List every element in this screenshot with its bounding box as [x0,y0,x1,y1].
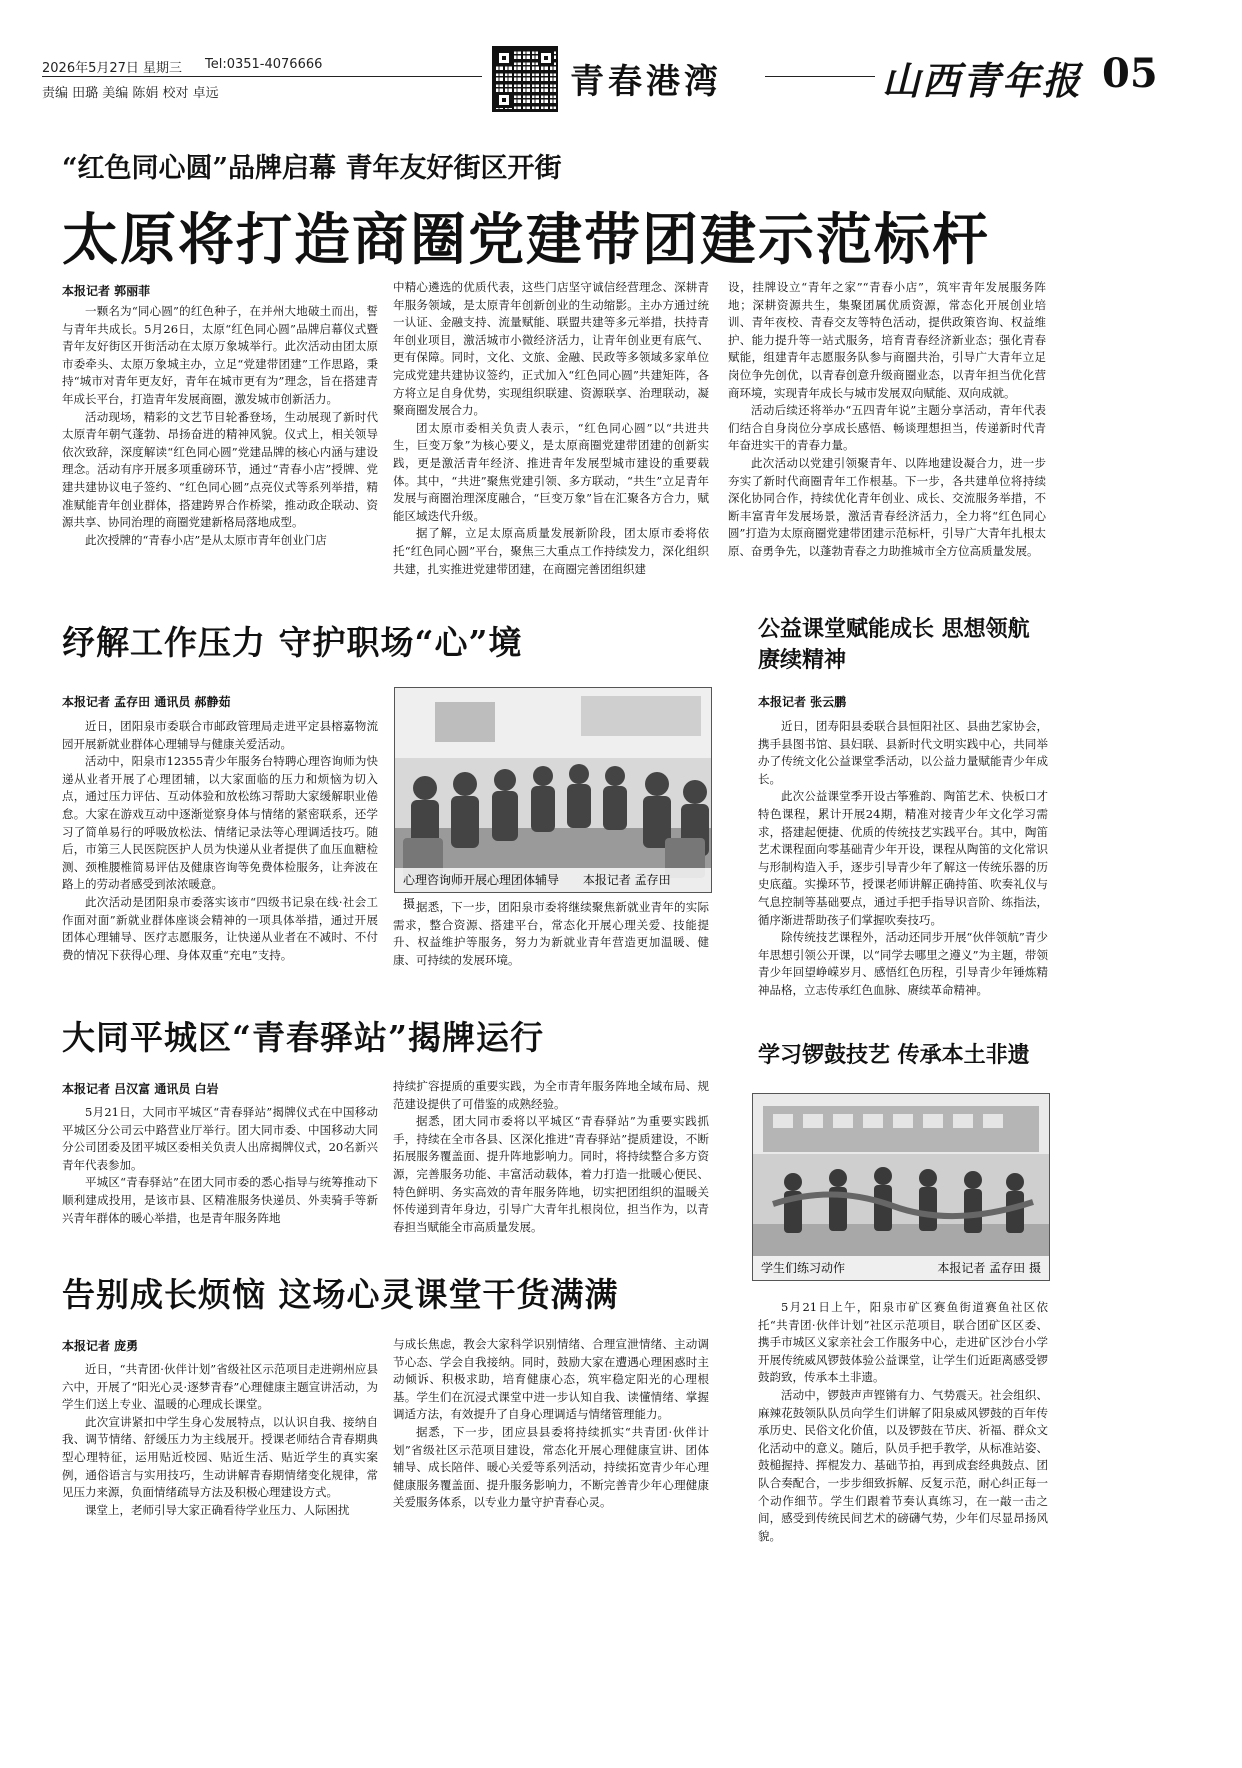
paragraph: 此次宣讲紧扣中学生身心发展特点，以认识自我、接纳自我、调节情绪、舒缓压力为主线展开。授课老师结合青春期典型心理特征，运用贴近校园、贴近生活、贴近学生的真实案例，通俗语言与实用技巧，生动讲解青春期情绪变化规律，常见压力来源，负面情绪疏导方法及积极心理建设方式。 [62,1414,378,1500]
paragraph: 据悉，团大同市委将以平城区“青春驿站”为重要实践抓手，持续在全市各县、区深化推进“青春驿站”提质建设，不断拓展服务覆盖面、提升阵地影响力。同时，将持续整合多方资源，完善服务功能、丰富活动载体，着力打造一批暖心便民、特色鲜明、务实高效的青年服务阵地，切实把团组织的温暖关怀传递到青年身边，引导广大青年扎根岗位，担当作为，以青春担当赋能全市高质量发展。 [393,1114,709,1234]
paragraph: 此次授牌的“青春小店”是从太原市青年创业门店 [85,532,327,547]
paragraph: 据悉，下一步，团应县县委将持续抓实“共青团·伙伴计划”省级社区示范项目建设，常态化开展心理健康宣讲、团体辅导、成长陪伴、暖心关爱等系列活动，持续拓宽青少年心理健康服务覆盖面、提升服务影响力，不断完善青少年心理健康关爱服务体系，以专业力量守护青春心灵。 [393,1424,709,1510]
photo-credit: 本报记者 孟存田 摄 [403,873,671,911]
phone-number: Tel:0351-4076666 [205,57,323,72]
paragraph: 近日，“共青团·伙伴计划”省级社区示范项目走进朔州应县六中，开展了“阳光心灵·逐梦青春”心理健康主题宣讲活动，为学生们送上专业、温暖的心理成长课堂。 [62,1362,378,1412]
paragraph: 一颗名为“同心圆”的红色种子，在并州大地破土而出，誓与青年共成长。5月26日，太原“红色同心圆”品牌启幕仪式暨青年友好街区开街活动在太原万象城举行。此次活动由团太原市委牵头、太原万象城主办，立足“党建带团建”工作思路，秉持“城市对青年更友好，青年在城市更有为”理念，旨在搭建青年成长平台，打造青年发展商圈，激发城市创新活力。 [62,304,378,406]
photo-credit: 本报记者 孟存田 摄 [937,1261,1041,1275]
article2-headline: 纾解工作压力 守护职场“心”境 [62,623,523,662]
caption-text: 心理咨询师开展心理团体辅导 [403,873,560,887]
lead-headline: 太原将打造商圈党建带团建示范标杆 [62,207,990,273]
article4-column-1 [62,1104,378,1227]
paragraph: 除传统技艺课程外，活动还同步开展“伙伴领航”青少年思想引领公开课，以“同学去哪里之遵义”为主题，带领青少年回望峥嵘岁月、感悟红色历程，引导青少年锤炼精神品格，立志传承红色血脉、赓续革命精神。 [758,930,1048,997]
paragraph: 近日，团阳泉市委联合市邮政管理局走进平定县榕嘉物流园开展新就业群体心理辅导与健康关爱活动。 [62,719,378,751]
paragraph: 5月21日，大同市平城区“青春驿站”揭牌仪式在中国移动平城区分公司云中路营业厅举行。团大同市委、中国移动大同分公司团委及团平城区委相关负责人出席揭牌仪式，20名新兴青年代表参加。 [62,1105,378,1172]
paragraph: 活动中，锣鼓声声铿锵有力、气势震天。社会组织、麻辣花鼓领队队员向学生们讲解了阳泉威风锣鼓的百年传承历史、民俗文化价值，以及锣鼓在节庆、祈福、群众文化活动中的意义。随后，队员手把手教学，从标准站姿、鼓槌握持、挥棍发力、基础节拍，再到成套经典鼓点、团队合奏配合，一步步细致拆解、反复示范，耐心纠正每一个动作细节。学生们跟着节奏认真练习，在一敲一击之间，感受到传统民间艺术的磅礴气势，少年们尽显昂扬风貌。 [758,1387,1048,1543]
lead-column-3 [728,279,1046,561]
paragraph: 据了解，立足太原高质量发展新阶段，团太原市委将依托“红色同心圆”平台，聚焦三大重点工作持续发力，深化组织共建，扎实推进党建带团建，在商圈完善团组织建 [393,526,709,576]
article5-headline: 学习锣鼓技艺 传承本土非遗 [758,1042,1030,1068]
counseling-photo-illustration [395,688,711,892]
article3-headline: 公益课堂赋能成长 思想领航赓续精神 [758,616,1030,673]
paragraph: 此次公益课堂季开设古筝雅韵、陶笛艺术、快板口才特色课程，累计开展24期，精准对接青少年文化学习需求，搭建起便捷、优质的传统技艺实践平台。其中，陶笛艺术课程面向零基础青少年开设，课程从陶笛的文化常识与形制构造入手，逐步引导青少年了解这一传统乐器的历史底蕴。实操环节，授课老师讲解正确持笛、吹奏礼仪与气息控制等基础要点，通过手把手指导识音阶、练指法，循序渐进帮助孩子们掌握吹奏技巧。 [758,789,1048,927]
paragraph: 课堂上，老师引导大家正确看待学业压力、人际困扰 [85,1502,350,1517]
paragraph: 近日，团寿阳县委联合县恒阳社区、县曲艺家协会，携手县图书馆、县妇联、县新时代文明实践中心，共同举办了传统文化公益课堂季活动，以公益力量赋能青少年成长。 [758,719,1048,786]
paragraph: 设，挂牌设立“青年之家”“青春小店”，筑牢青年发展服务阵地；深耕资源共生，集聚团属优质资源，常态化开展创业培训、青年夜校、青春交友等特色活动，提供政策咨询、权益维护、能力提升等一站式服务，培育青春经济新业态；强化青春赋能，组建青年志愿服务队参与商圈共治，引导广大青年立足岗位争先创优，以青春创意升级商圈业态，以青年担当优化营商环境，实现青年成长与城市发展双向赋能、双向成就。 [728,280,1046,400]
paragraph: 活动现场，精彩的文艺节目轮番登场，生动展现了新时代太原青年朝气蓬勃、昂扬奋进的精神风貌。仪式上，相关领导依次致辞，深度解读“红色同心圆”党建品牌的核心内涵与建设理念。活动有序开展多项重磅环节，通过“青春小店”授牌、党建共建协议电子签约、“红色同心圆”点亮仪式等系列举措，精准赋能青年创业群体，搭建跨界合作桥梁，推动政企联动、资源共享、协同治理的商圈党建新格局落地成型。 [62,409,378,530]
header-rule-left [42,76,482,77]
paragraph: 平城区“青春驿站”在团大同市委的悉心指导与统筹推动下顺利建成投用，是该市县、区精准服务快递员、外卖骑手等新兴青年群体的暖心举措，也是青年服务阵地 [62,1175,378,1225]
article3-body [758,718,1048,1000]
article6-column-1 [62,1361,378,1519]
issue-date: 2026年5月27日 星期三 [42,61,183,76]
newspaper-masthead: 山西青年报 [882,58,1083,103]
article4-column-2 [393,1078,709,1236]
editor-credits: 责编 田璐 美编 陈娟 校对 卓远 [42,86,219,101]
article2-byline: 本报记者 孟存田 通讯员 郝静茹 [62,695,231,709]
paragraph: 活动中，阳泉市12355青少年服务台特聘心理咨询师为快递从业者开展了心理团辅，以大家面临的压力和烦恼为切入点，通过压力评估、互动体验和放松练习帮助大家缓解职业倦怠。大家在游戏互动中逐渐觉察身体与情绪的紧密联系，还学习了简单易行的呼吸放松法、情绪记录法等心理调适技巧。随后，市第三人民医院医护人员为快递从业者提供了血压血糖检测、颈椎腰椎简易评估及健康咨询等免费体检服务，让奔波在路上的劳动者感受到浓浓暖意。 [62,754,378,892]
paragraph: 中精心遴选的优质代表，这些门店坚守诚信经营理念、深耕青年服务领域，是太原青年创新创业的生动缩影。主办方通过统一认证、金融支持、流量赋能、联盟共建等多元举措，扶持青年创业项目，激活城市小微经济活力，让青年创业更有底气、更有保障。同时，文化、文旅、金融、民政等多领域多家单位完成党建共建协议签约，正式加入“红色同心圆”共建矩阵，各方将立足自身优势，实现组织联建、资源联享、治理联动，凝聚商圈发展合力。 [393,280,709,418]
caption-text: 学生们练习动作 [761,1261,846,1275]
paragraph: 据悉，下一步，团阳泉市委将继续聚焦新就业青年的实际需求，整合资源、搭建平台，常态化开展心理关爱、技能提升、权益维护等服务，努力为新就业青年营造更加温暖、健康、可持续的发展环境。 [393,900,709,967]
paragraph: 此次活动以党建引领聚青年、以阵地建设凝合力，进一步夯实了新时代商圈青年工作根基。下一步，各共建单位将持续深化协同合作，持续优化青年创业、成长、交流服务举措，不断丰富青年发展场景，激活青春经济活力，全力将“红色同心圆”打造为太原商圈党建带团建示范标杆，引导广大青年扎根太原、奋勇争先，以蓬勃青春之力助推城市全方位高质量发展。 [728,455,1046,558]
paragraph: 与成长焦虑，教会大家科学识别情绪、合理宣泄情绪、主动调节心态、学会自我接纳。同时，鼓励大家在遭遇心理困惑时主动倾诉、积极求助，培育健康心态，筑牢稳定阳光的心理根基。学生们在沉浸式课堂中进一步认知自我、读懂情绪、掌握调适方法，有效提升了自身心理调适与情绪管理能力。 [393,1337,709,1422]
drum-practice-illustration [753,1094,1049,1280]
article6-byline: 本报记者 庞勇 [62,1339,139,1353]
photo-caption [753,1256,1049,1280]
article6-column-2 [393,1336,709,1512]
lead-column-2 [393,279,709,578]
lead-column-1 [62,303,378,549]
article5-body [758,1299,1048,1545]
paragraph: 持续扩容提质的重要实践，为全市青年服务阵地全域布局、规范建设提供了可借鉴的成熟经验。 [393,1079,709,1111]
photo-caption [395,868,711,911]
article3-byline: 本报记者 张云鹏 [758,695,847,709]
paragraph: 5月21日上午，阳泉市矿区赛鱼街道赛鱼社区依托“共青团·伙伴计划”社区示范项目，联合团矿区区委、携手市城区义家亲社会工作服务中心，走进矿区沙台小学开展传统威风锣鼓体验公益课堂，让学生们近距离感受锣鼓韵致，传承本土非遗。 [758,1300,1048,1385]
section-title: 青春港湾 [570,62,722,102]
drum-practice-photo [752,1093,1050,1281]
paragraph: 此次活动是团阳泉市委落实该市“四级书记泉在线·社会工作面对面”新就业群体座谈会精神的一项具体举措，通过开展团体心理辅导、医疗志愿服务，让快递从业者在不减时、不付费的情况下获得心理、身体双重“充电”支持。 [62,894,378,962]
paragraph: 活动后续还将举办“五四青年说”主题分享活动，青年代表们结合自身岗位分享成长感悟、畅谈理想担当，传递新时代青年奋进实干的青春力量。 [728,403,1046,453]
article2-column-1 [62,718,378,964]
article6-headline: 告别成长烦恼 这场心灵课堂干货满满 [62,1275,619,1314]
paragraph: 团太原市委相关负责人表示，“红色同心圆”以“共进共生，巨变万象”为核心要义，是太原商圈党建带团建的创新实践，更是激活青年经济、推进青年发展型城市建设的重要载体。其中，“共进”聚焦党建引领、多方联动，“共生”立足青年发展与商圈治理深度融合，“巨变万象”旨在汇聚各方合力，赋能区域迭代升级。 [393,420,709,523]
page-number: 05 [1102,50,1158,97]
lead-byline: 本报记者 郭丽菲 [62,284,151,298]
article4-headline: 大同平城区“青春驿站”揭牌运行 [62,1018,544,1057]
lead-kicker: “红色同心圆”品牌启幕 青年友好街区开街 [62,153,562,184]
article2-column-2 [393,899,709,969]
header-rule-right [765,76,875,77]
counseling-photo [394,687,712,911]
qr-code-icon [492,46,558,112]
article4-byline: 本报记者 吕汉富 通讯员 白岩 [62,1082,219,1096]
